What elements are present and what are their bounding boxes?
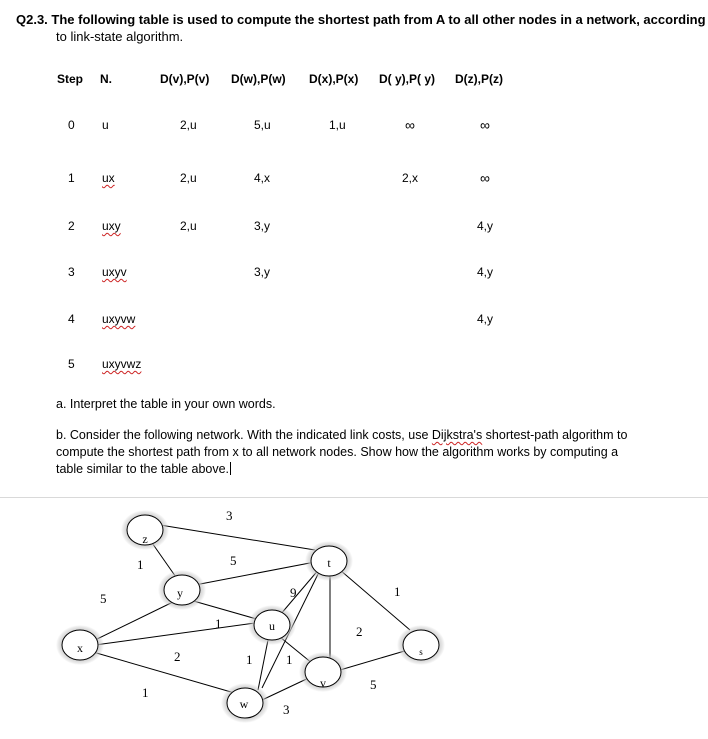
table-row-step: 3: [68, 265, 75, 279]
edge-y-t: [195, 562, 315, 585]
table-cell-dv: 2,u: [180, 118, 197, 132]
node-x: [56, 625, 104, 665]
table-cell-dw: 3,y: [254, 265, 271, 279]
table-cell-dz: 4,y: [477, 265, 494, 279]
table-row-nset: ux: [102, 171, 115, 185]
edge-z-t: [160, 525, 315, 550]
cost-t-v: 2: [356, 624, 363, 639]
table-row-nset: uxyvw: [102, 312, 136, 326]
cost-x-y: 5: [100, 591, 107, 606]
cost-y-t: 5: [230, 553, 237, 568]
header-dx: D(x),P(x): [309, 72, 359, 86]
cost-u-w: 1: [246, 652, 253, 667]
table-row-step: 0: [68, 118, 75, 132]
header-dw: D(w),P(w): [231, 72, 286, 86]
node-t: [305, 541, 353, 581]
table-cell-dz: ∞: [480, 117, 490, 133]
cost-x-u: 2: [174, 649, 181, 664]
edge-t-s: [340, 570, 410, 630]
edge-x-u: [95, 622, 262, 645]
table-cell-dz: 4,y: [477, 219, 494, 233]
cost-u-v: 1: [286, 652, 293, 667]
node-y-label: y: [177, 586, 183, 600]
part-b-line1-start: b. Consider the following network. With the indicated link costs, use: [56, 428, 432, 442]
part-b-line3-text: table similar to the table above.: [56, 462, 230, 476]
node-t-label: t: [327, 556, 331, 570]
table-cell-dv: 2,u: [180, 171, 197, 185]
edge-y-u: [190, 600, 260, 620]
table-cell-dw: 3,y: [254, 219, 271, 233]
header-dv: D(v),P(v): [160, 72, 210, 86]
table-cell-dv: 2,u: [180, 219, 197, 233]
edge-x-y: [95, 601, 175, 640]
node-s-label: s: [419, 647, 423, 657]
node-s: [397, 625, 445, 665]
node-v-label: v: [320, 676, 326, 690]
table-cell-dz: ∞: [480, 170, 490, 186]
cost-u-t: 9: [290, 585, 297, 600]
node-w-label: w: [239, 697, 249, 711]
table-cell-dy: 2,x: [402, 171, 419, 185]
cost-x-w: 1: [142, 685, 149, 700]
part-a-text: a. Interpret the table in your own words.: [56, 397, 276, 411]
node-z: [121, 510, 169, 550]
node-u: [248, 605, 296, 645]
node-y: [158, 570, 206, 610]
cost-v-s: 5: [370, 677, 377, 692]
node-v: [299, 652, 347, 692]
table-cell-dz: 4,y: [477, 312, 494, 326]
node-z-label: z: [142, 532, 148, 546]
table-cell-dx: 1,u: [329, 118, 346, 132]
table-row-step: 1: [68, 171, 75, 185]
cost-t-s: 1: [394, 584, 401, 599]
table-row-step: 5: [68, 357, 75, 371]
header-dy: D( y),P( y): [379, 72, 436, 86]
table-row-nset: uxy: [102, 219, 121, 233]
node-u-label: u: [269, 619, 275, 633]
table-row-step: 4: [68, 312, 75, 326]
table-row-nset: uxyv: [102, 265, 127, 279]
table-cell-dw: 4,x: [254, 171, 271, 185]
edge-x-w: [93, 652, 238, 694]
header-dz: D(z),P(z): [455, 72, 503, 86]
table-row-nset: u: [102, 118, 109, 132]
question-title-continued: to link-state algorithm.: [56, 29, 184, 44]
header-step: Step: [57, 72, 84, 86]
edge-u-w: [258, 640, 268, 690]
cost-z-t: 3: [226, 508, 233, 523]
question-title: Q2.3. The following table is used to compute the shortest path from A to all other nodes in a network, according: [16, 12, 706, 27]
table-cell-dy: ∞: [405, 117, 415, 133]
cost-z-y: 1: [137, 557, 144, 572]
part-b-dijkstra-word: Dijkstra's: [431, 428, 483, 442]
table-row-nset: uxyvwz: [102, 357, 142, 371]
header-n: N.: [100, 72, 112, 86]
edge-v-s: [340, 650, 408, 670]
node-w: [221, 683, 269, 723]
cost-w-v: 3: [283, 702, 290, 717]
table-row-step: 2: [68, 219, 75, 233]
table-cell-dw: 5,u: [254, 118, 271, 132]
part-b-line2: compute the shortest path from x to all network nodes. Show how the algorithm works by computing a: [56, 445, 619, 459]
cost-y-u: 1: [215, 616, 222, 631]
part-b-line1-end: shortest-path algorithm to: [482, 428, 628, 442]
node-x-label: x: [77, 641, 83, 655]
